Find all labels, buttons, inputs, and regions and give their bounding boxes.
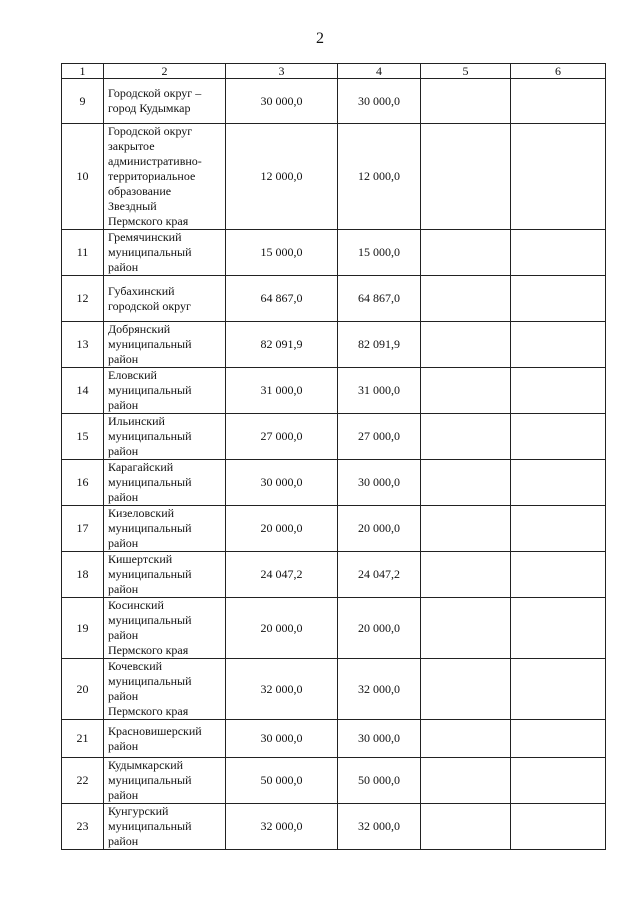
column-6-cell bbox=[511, 322, 606, 368]
amount-column-3-cell: 15 000,0 bbox=[226, 230, 338, 276]
municipality-name-cell: Губахинский городской округ bbox=[104, 276, 226, 322]
row-number-cell: 20 bbox=[62, 659, 104, 720]
table-body bbox=[62, 64, 606, 850]
table-row bbox=[62, 804, 606, 850]
table-row bbox=[62, 758, 606, 804]
column-5-cell bbox=[421, 124, 511, 230]
column-5-cell bbox=[421, 79, 511, 124]
column-6-cell bbox=[511, 552, 606, 598]
table-row bbox=[62, 79, 606, 124]
municipality-name-cell: Красновишерский район bbox=[104, 720, 226, 758]
column-5-cell bbox=[421, 368, 511, 414]
municipality-name-cell: Косинский муниципальный район Пермского края bbox=[104, 598, 226, 659]
amount-column-3-cell: 24 047,2 bbox=[226, 552, 338, 598]
amount-column-4-cell: 30 000,0 bbox=[338, 720, 421, 758]
column-6-cell bbox=[511, 230, 606, 276]
column-5-cell bbox=[421, 276, 511, 322]
municipality-name-cell: Гремячинский муниципальный район bbox=[104, 230, 226, 276]
amount-column-4-cell: 32 000,0 bbox=[338, 659, 421, 720]
table-row bbox=[62, 230, 606, 276]
amount-column-4-cell: 20 000,0 bbox=[338, 506, 421, 552]
column-header: 3 bbox=[226, 64, 338, 79]
column-6-cell bbox=[511, 720, 606, 758]
amount-column-3-cell: 32 000,0 bbox=[226, 659, 338, 720]
column-6-cell bbox=[511, 758, 606, 804]
amount-column-3-cell: 27 000,0 bbox=[226, 414, 338, 460]
table-row bbox=[62, 368, 606, 414]
row-number-cell: 14 bbox=[62, 368, 104, 414]
column-6-cell bbox=[511, 659, 606, 720]
amount-column-3-cell: 82 091,9 bbox=[226, 322, 338, 368]
column-header: 1 bbox=[62, 64, 104, 79]
amount-column-4-cell: 82 091,9 bbox=[338, 322, 421, 368]
table-row bbox=[62, 460, 606, 506]
column-header: 5 bbox=[421, 64, 511, 79]
column-header: 6 bbox=[511, 64, 606, 79]
municipality-name-cell: Ильинский муниципальный район bbox=[104, 414, 226, 460]
municipality-name-cell: Кочевский муниципальный район Пермского края bbox=[104, 659, 226, 720]
amount-column-4-cell: 30 000,0 bbox=[338, 79, 421, 124]
column-6-cell bbox=[511, 79, 606, 124]
table-row bbox=[62, 322, 606, 368]
column-6-cell bbox=[511, 124, 606, 230]
column-5-cell bbox=[421, 758, 511, 804]
amount-column-3-cell: 30 000,0 bbox=[226, 460, 338, 506]
row-number-cell: 12 bbox=[62, 276, 104, 322]
amount-column-4-cell: 64 867,0 bbox=[338, 276, 421, 322]
row-number-cell: 17 bbox=[62, 506, 104, 552]
row-number-cell: 11 bbox=[62, 230, 104, 276]
amount-column-4-cell: 27 000,0 bbox=[338, 414, 421, 460]
amount-column-3-cell: 20 000,0 bbox=[226, 598, 338, 659]
column-6-cell bbox=[511, 414, 606, 460]
column-5-cell bbox=[421, 720, 511, 758]
page-number: 2 bbox=[316, 30, 324, 47]
amount-column-4-cell: 15 000,0 bbox=[338, 230, 421, 276]
column-6-cell bbox=[511, 506, 606, 552]
table-row bbox=[62, 414, 606, 460]
column-5-cell bbox=[421, 598, 511, 659]
amount-column-3-cell: 50 000,0 bbox=[226, 758, 338, 804]
column-5-cell bbox=[421, 804, 511, 850]
table-row bbox=[62, 276, 606, 322]
municipality-name-cell: Кудымкарский муниципальный район bbox=[104, 758, 226, 804]
municipality-name-cell: Еловский муниципальный район bbox=[104, 368, 226, 414]
column-header: 4 bbox=[338, 64, 421, 79]
municipality-name-cell: Кунгурский муниципальный район bbox=[104, 804, 226, 850]
municipality-name-cell: Городской округ – город Кудымкар bbox=[104, 79, 226, 124]
municipality-name-cell: Кизеловский муниципальный район bbox=[104, 506, 226, 552]
column-6-cell bbox=[511, 804, 606, 850]
row-number-cell: 18 bbox=[62, 552, 104, 598]
row-number-cell: 21 bbox=[62, 720, 104, 758]
row-number-cell: 9 bbox=[62, 79, 104, 124]
table-row bbox=[62, 124, 606, 230]
amount-column-3-cell: 30 000,0 bbox=[226, 79, 338, 124]
table-row bbox=[62, 552, 606, 598]
column-5-cell bbox=[421, 322, 511, 368]
table-row bbox=[62, 506, 606, 552]
table-row bbox=[62, 659, 606, 720]
amount-column-3-cell: 12 000,0 bbox=[226, 124, 338, 230]
municipality-name-cell: Кишертский муниципальный район bbox=[104, 552, 226, 598]
municipality-name-cell: Добрянский муниципальный район bbox=[104, 322, 226, 368]
column-5-cell bbox=[421, 414, 511, 460]
column-header: 2 bbox=[104, 64, 226, 79]
column-5-cell bbox=[421, 230, 511, 276]
amount-column-3-cell: 32 000,0 bbox=[226, 804, 338, 850]
column-5-cell bbox=[421, 506, 511, 552]
table-header-row bbox=[62, 64, 606, 79]
allocation-table bbox=[61, 63, 606, 850]
row-number-cell: 16 bbox=[62, 460, 104, 506]
municipality-name-cell: Городской округ закрытое административно- территориальное образование Звездный Пермского края bbox=[104, 124, 226, 230]
column-6-cell bbox=[511, 276, 606, 322]
row-number-cell: 10 bbox=[62, 124, 104, 230]
amount-column-4-cell: 20 000,0 bbox=[338, 598, 421, 659]
amount-column-4-cell: 50 000,0 bbox=[338, 758, 421, 804]
column-6-cell bbox=[511, 368, 606, 414]
row-number-cell: 13 bbox=[62, 322, 104, 368]
amount-column-4-cell: 32 000,0 bbox=[338, 804, 421, 850]
row-number-cell: 22 bbox=[62, 758, 104, 804]
row-number-cell: 15 bbox=[62, 414, 104, 460]
row-number-cell: 23 bbox=[62, 804, 104, 850]
column-5-cell bbox=[421, 659, 511, 720]
amount-column-3-cell: 30 000,0 bbox=[226, 720, 338, 758]
column-6-cell bbox=[511, 598, 606, 659]
amount-column-3-cell: 64 867,0 bbox=[226, 276, 338, 322]
amount-column-4-cell: 12 000,0 bbox=[338, 124, 421, 230]
amount-column-3-cell: 20 000,0 bbox=[226, 506, 338, 552]
amount-column-4-cell: 31 000,0 bbox=[338, 368, 421, 414]
column-6-cell bbox=[511, 460, 606, 506]
amount-column-4-cell: 30 000,0 bbox=[338, 460, 421, 506]
amount-column-4-cell: 24 047,2 bbox=[338, 552, 421, 598]
row-number-cell: 19 bbox=[62, 598, 104, 659]
amount-column-3-cell: 31 000,0 bbox=[226, 368, 338, 414]
table-row bbox=[62, 720, 606, 758]
table-row bbox=[62, 598, 606, 659]
municipality-name-cell: Карагайский муниципальный район bbox=[104, 460, 226, 506]
column-5-cell bbox=[421, 552, 511, 598]
column-5-cell bbox=[421, 460, 511, 506]
